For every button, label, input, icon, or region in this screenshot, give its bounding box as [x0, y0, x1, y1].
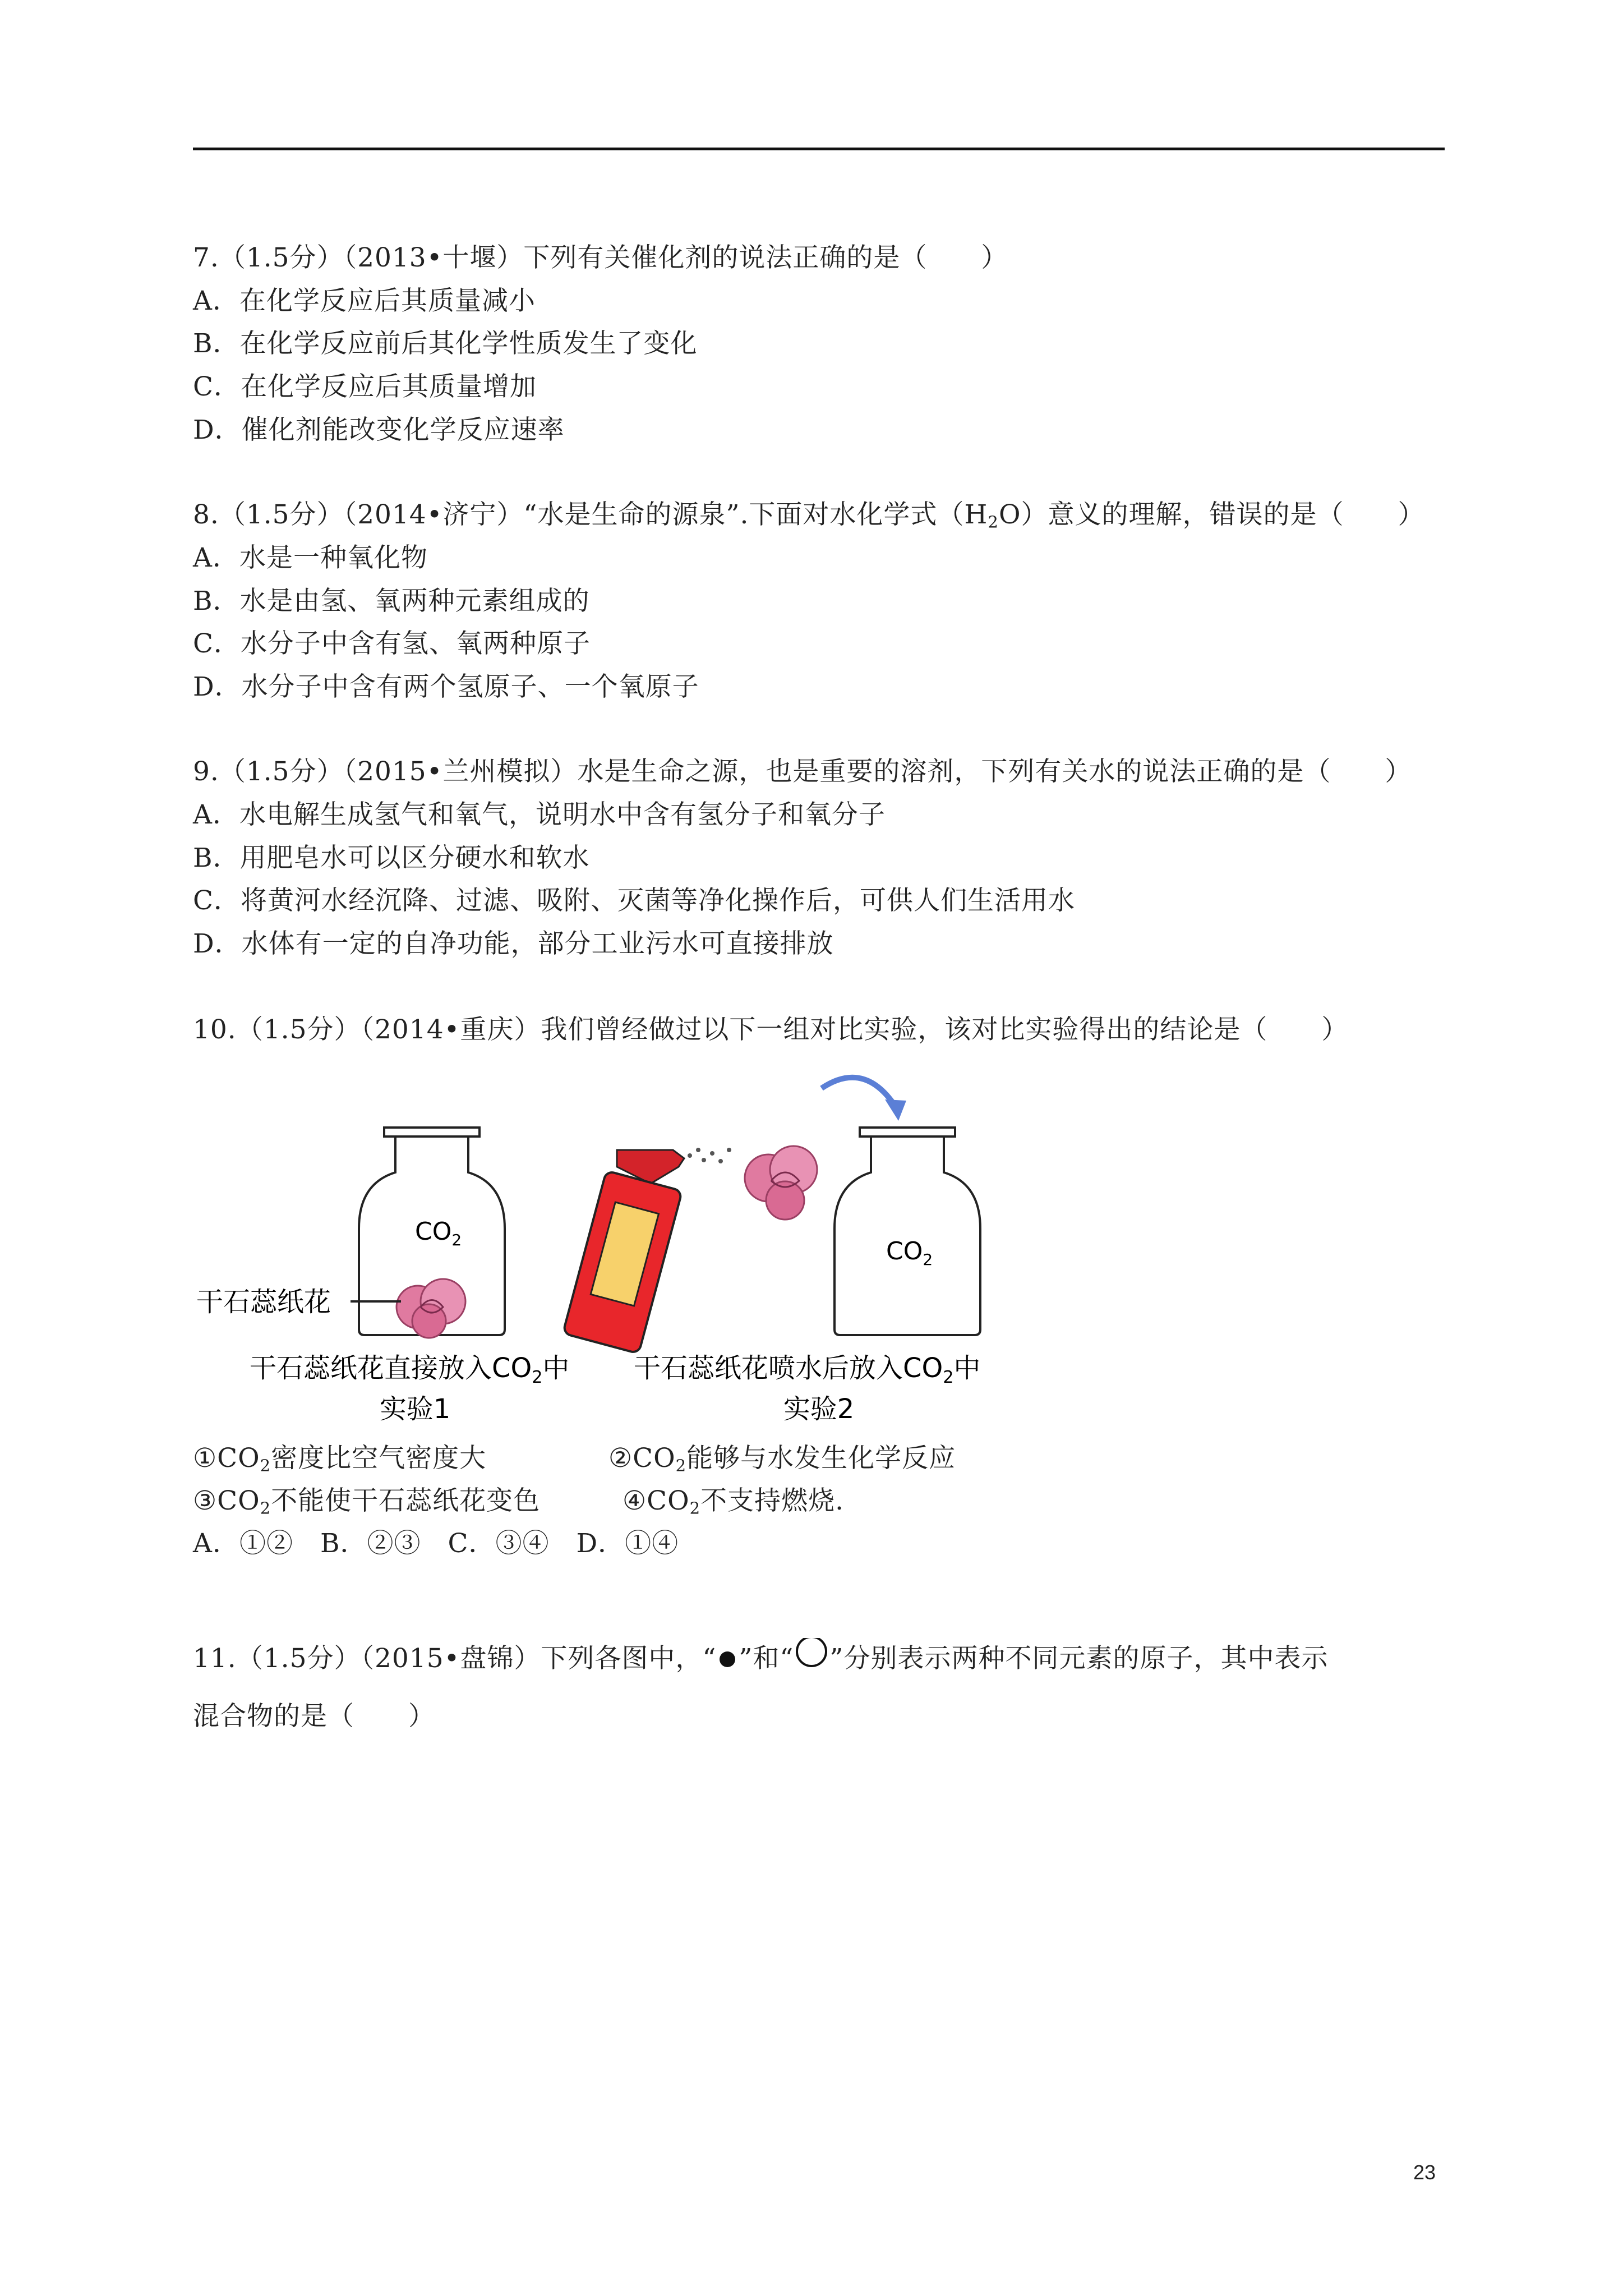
curved-arrow-icon — [822, 1078, 895, 1105]
stmt1-sub: 2 — [260, 1456, 271, 1475]
exp2-caption-end: 中 — [953, 1352, 981, 1384]
stmt2-text: 能够与水发生化学反应 — [686, 1443, 956, 1474]
exp2-caption: 干石蕊纸花喷水后放入CO — [634, 1352, 943, 1384]
q7-stem: 7.（1.5分）（2013•十堰）下列有关催化剂的说法正确的是（ ） — [193, 242, 1008, 273]
exp2-name: 实验2 — [783, 1393, 855, 1425]
q10-statement-4 — [623, 1484, 844, 1518]
q7-option-b: B．在化学反应前后其化学性质发生了变化 — [193, 328, 698, 359]
jar1-co2-label: CO — [415, 1217, 452, 1246]
flower-label: 干石蕊纸花 — [196, 1286, 331, 1318]
exp1-caption: 干石蕊纸花直接放入CO — [250, 1352, 532, 1384]
q10-stem: 10.（1.5分）（2014•重庆）我们曾经做过以下一组对比实验，该对比实验得出的结论是（ ） — [193, 1014, 1349, 1045]
q10-statement-1 — [193, 1442, 486, 1475]
jar2-co2-label: CO — [886, 1237, 923, 1266]
q11-stem-part2: ”和“ — [739, 1643, 794, 1674]
header-rule — [193, 148, 1445, 150]
spray-bottle-icon — [563, 1150, 684, 1354]
q7-option-c: C．在化学反应后其质量增加 — [193, 371, 537, 402]
q9-option-b: B．用肥皂水可以区分硬水和软水 — [193, 843, 590, 873]
q7-option-a: A．在化学反应后其质量减小 — [193, 286, 536, 316]
exp1-caption-sub: 2 — [532, 1368, 543, 1387]
stmt2-sub: 2 — [675, 1456, 687, 1475]
stmt4-sub: 2 — [689, 1498, 701, 1518]
exp1-name: 实验1 — [379, 1393, 451, 1425]
q10-experiment-figure — [191, 1066, 1043, 1436]
q10-statement-3 — [193, 1484, 540, 1518]
stmt1-text: 密度比空气密度大 — [271, 1443, 487, 1474]
q8-stem-part2: O）意义的理解，错误的是（ ） — [998, 499, 1425, 530]
svg-text:干石蕊纸花直接放入CO2中 — [250, 1352, 569, 1387]
q8-option-d: D．水分子中含有两个氢原子、一个氧原子 — [193, 671, 699, 702]
q11-stem-part1: 11.（1.5分）（2015•盘锦）下列各图中，“ — [193, 1643, 717, 1674]
q10-statement-2 — [608, 1442, 956, 1475]
q11-stem — [193, 1638, 1328, 1676]
flower-1 — [396, 1279, 465, 1338]
q8-option-a: A．水是一种氧化物 — [193, 542, 428, 573]
q9-option-c: C．将黄河水经沉降、过滤、吸附、灭菌等净化操作后，可供人们生活用水 — [193, 885, 1075, 916]
arrow-head-icon — [885, 1099, 906, 1121]
q7-option-d: D．催化剂能改变化学反应速率 — [193, 415, 565, 445]
jar2-co2-sub: 2 — [923, 1250, 933, 1269]
svg-text:CO2 — [415, 1217, 462, 1249]
q10-options: A．①② B．②③ C．③④ D．①④ — [193, 1528, 679, 1559]
svg-text:干石蕊纸花喷水后放入CO2中 — [634, 1352, 980, 1387]
q8-stem-sub: 2 — [988, 512, 999, 532]
stmt4-text: 不支持燃烧. — [700, 1485, 845, 1516]
q8-option-b: B．水是由氢、氧两种元素组成的 — [193, 586, 590, 616]
filled-atom-icon — [716, 1647, 739, 1669]
q11-stem-part3: ”分别表示两种不同元素的原子，其中表示 — [829, 1643, 1329, 1674]
q11-stem-line2: 混合物的是（ ） — [193, 1701, 435, 1732]
q8-stem-part1: 8.（1.5分）（2014•济宁）“水是生命的源泉”.下面对水化学式（H — [193, 499, 988, 530]
exp2-caption-sub: 2 — [943, 1368, 954, 1387]
stmt1-mark: ①CO — [193, 1443, 260, 1474]
q8-stem — [193, 498, 1424, 532]
q9-stem: 9.（1.5分）（2015•兰州模拟）水是生命之源，也是重要的溶剂，下列有关水的说法正确的是（ ） — [193, 756, 1412, 787]
jar1-co2-sub: 2 — [451, 1231, 462, 1249]
jar-2 — [834, 1128, 980, 1335]
q9-option-a: A．水电解生成氢气和氧气，说明水中含有氢分子和氧分子 — [193, 799, 886, 830]
stmt3-mark: ③CO — [193, 1485, 260, 1516]
stmt2-mark: ②CO — [608, 1443, 676, 1474]
spray-mist — [688, 1148, 731, 1163]
stmt3-text: 不能使干石蕊纸花变色 — [271, 1485, 541, 1516]
page-number: 23 — [1413, 2161, 1436, 2184]
stmt3-sub: 2 — [260, 1498, 271, 1518]
exp1-caption-end: 中 — [542, 1352, 570, 1384]
flower-2 — [745, 1146, 817, 1220]
stmt4-mark: ④CO — [623, 1485, 690, 1516]
q9-option-d: D．水体有一定的自净功能，部分工业污水可直接排放 — [193, 928, 834, 959]
hollow-atom-icon — [794, 1638, 829, 1669]
svg-text:CO2 — [886, 1237, 933, 1269]
q8-option-c: C．水分子中含有氢、氧两种原子 — [193, 628, 591, 659]
